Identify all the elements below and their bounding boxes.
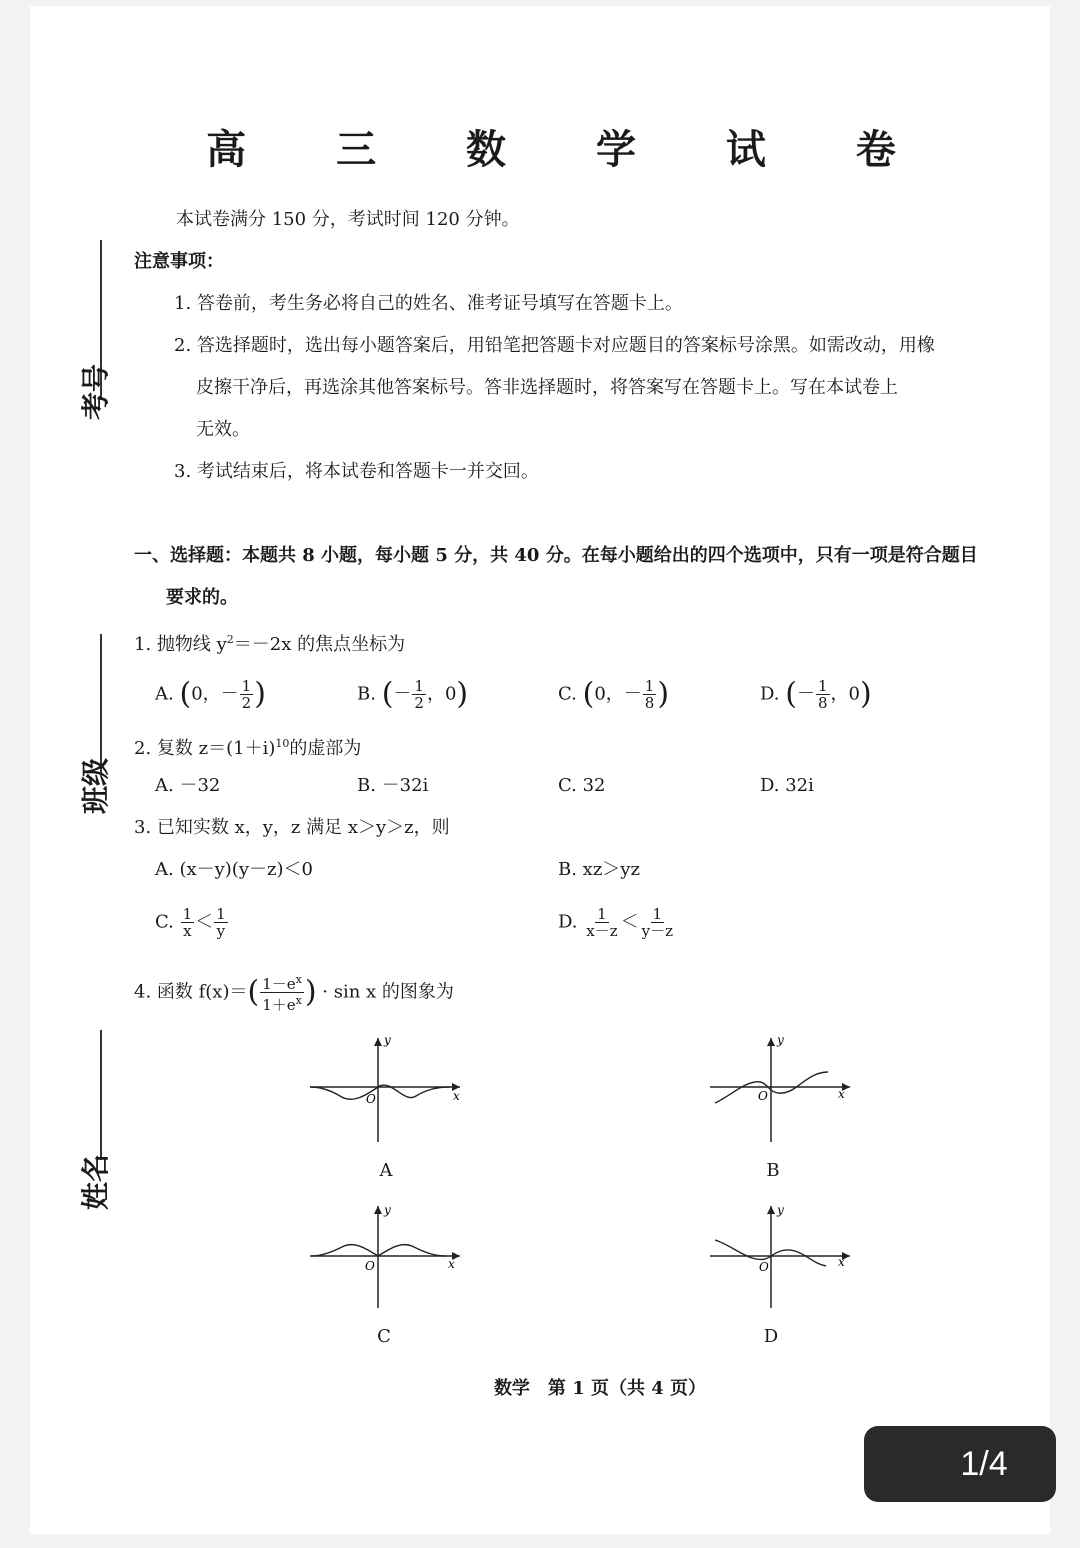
- q1-stem-suffix: ＝－2x 的焦点坐标为: [233, 634, 406, 655]
- graph-b-label: B: [766, 1160, 780, 1181]
- q1-a-label: A.: [155, 683, 174, 705]
- name-label: 姓名: [79, 1153, 113, 1211]
- class-line: [100, 634, 102, 774]
- q3-c-n1: 1: [182, 905, 193, 923]
- q2-option-b: B. －32i: [357, 775, 429, 796]
- q1-c-den: 8: [644, 694, 655, 712]
- exam-title: 高 三 数 学 试 卷: [206, 126, 934, 173]
- q3-d-frac-1: [584, 906, 619, 939]
- q1-c-label: C.: [558, 683, 577, 705]
- q4-num: [260, 972, 304, 993]
- q1-b-num: 1: [414, 677, 424, 695]
- q1-d-post: ，0: [830, 683, 860, 705]
- question-2-stem: [134, 732, 361, 761]
- section-heading-cont: 要求的。: [166, 587, 238, 608]
- q1-b-frac: [412, 678, 426, 711]
- q1-b-label: B.: [357, 683, 376, 705]
- q1-b-pre: －: [393, 683, 412, 705]
- q4-stem-prefix: 4. 函数 f(x)＝: [134, 981, 248, 1003]
- q1-d-label: D.: [760, 683, 780, 705]
- q3-d-n2: 1: [652, 905, 663, 923]
- question-3-stem: 3. 已知实数 x，y，z 满足 x＞y＞z，则: [134, 817, 450, 838]
- q2-option-d: D. 32i: [760, 775, 814, 796]
- q1-d-den: 8: [817, 694, 828, 712]
- q3-d-frac-2: [640, 906, 675, 939]
- q3-c-n2: 1: [216, 905, 226, 923]
- q3-option-c: [155, 906, 229, 939]
- q3-d-d2: y－z: [641, 922, 674, 940]
- notice-2-cont: 皮擦干净后，再选涂其他答案标号。答非选择题时，将答案写在答题卡上。写在本试卷上: [196, 377, 898, 398]
- q3-c-d2: y: [216, 922, 226, 940]
- graph-c-label: C: [377, 1326, 391, 1347]
- q1-d-frac: [816, 678, 830, 711]
- exam-intro: 本试卷满分 150 分，考试时间 120 分钟。: [176, 209, 520, 230]
- q3-d-n1: 1: [597, 905, 607, 923]
- q2-option-a: A. －32: [155, 775, 221, 796]
- graph-a-y-label: y: [384, 1033, 391, 1047]
- q1-d-num: 1: [817, 677, 828, 695]
- q3-c-d1: x: [183, 922, 192, 940]
- page-footer: 数学 第 1 页（共 4 页）: [493, 1378, 707, 1399]
- q3-d-op: ＜: [620, 911, 639, 933]
- q1-option-b: B. (－ $\frac{1}{2}$ ，0): [357, 676, 469, 712]
- q3-d-label: D.: [558, 911, 578, 933]
- q1-c-num: 1: [644, 677, 655, 695]
- notice-2-end: 无效。: [196, 419, 250, 440]
- graph-b-y-label: y: [777, 1033, 784, 1047]
- graph-a-label: A: [379, 1160, 393, 1181]
- q1-d-pre: －: [796, 683, 815, 705]
- exam-no-label: 考号: [79, 363, 113, 421]
- graph-c-y-label: y: [384, 1203, 391, 1217]
- q4-stem-suffix: · sin x 的图象为: [322, 981, 454, 1003]
- q4-frac: [260, 972, 304, 1013]
- graph-d-y-label: y: [777, 1203, 784, 1217]
- q3-c-frac-2: [214, 906, 228, 939]
- q3-d-d1: x－z: [586, 922, 618, 940]
- q2-option-c: C. 32: [558, 775, 606, 796]
- class-label: 班级: [79, 757, 113, 815]
- q4-num-sup: x: [295, 973, 302, 986]
- q1-stem-sup: 2: [226, 633, 234, 646]
- graph-b: [700, 1030, 870, 1150]
- graph-a: [300, 1030, 470, 1150]
- graph-c-x-label: x: [448, 1257, 455, 1271]
- question-4-stem: 4. 函数 f(x)＝( $\frac{1-e^x}{1+e^x}$ ) · sin x 的图象为: [134, 973, 454, 1014]
- page-indicator-text: 1/4: [960, 1444, 1008, 1483]
- name-line: [100, 1030, 102, 1160]
- notice-3: 3. 考试结束后，将本试卷和答题卡一并交回。: [174, 461, 539, 482]
- page-indicator: [864, 1426, 1056, 1502]
- q3-c-op: ＜: [195, 911, 214, 933]
- graph-d-label: D: [763, 1326, 779, 1347]
- q1-c-pre: 0，－: [594, 683, 642, 705]
- q3-c-label: C.: [155, 911, 174, 933]
- q1-b-post: ，0: [426, 683, 457, 705]
- q1-c-frac: [643, 678, 657, 711]
- q1-b-den: 2: [414, 694, 424, 712]
- q4-den: [260, 993, 304, 1013]
- exam-page: [30, 6, 1050, 1534]
- q1-option-a: A. (0，－ $\frac{1}{2}$ ): [155, 676, 266, 712]
- q2-stem-prefix: 2. 复数 z＝(1＋i): [134, 738, 276, 759]
- graph-d-origin: O: [759, 1260, 769, 1274]
- notice-2: 2. 答选择题时，选出每小题答案后，用铅笔把答题卡对应题目的答案标号涂黑。如需改动，用橡: [174, 335, 935, 356]
- q3-option-a: A. (x－y)(y－z)＜0: [155, 859, 313, 880]
- q1-a-num: 1: [241, 677, 252, 695]
- graph-c: [300, 1200, 470, 1320]
- graph-b-x-label: x: [838, 1087, 845, 1101]
- question-1-stem: [134, 628, 405, 657]
- notice-1: 1. 答卷前，考生务必将自己的姓名、准考证号填写在答题卡上。: [174, 293, 683, 314]
- q3-option-d: [558, 906, 676, 939]
- q4-den-sup: x: [295, 994, 302, 1007]
- q4-num-text: 1－e: [262, 975, 296, 993]
- graph-d-x-label: x: [838, 1255, 845, 1269]
- q2-stem-suffix: 的虚部为: [289, 738, 362, 759]
- q1-stem-prefix: 1. 抛物线 y: [134, 634, 227, 655]
- q4-den-text: 1＋e: [262, 996, 296, 1014]
- graph-b-origin: O: [758, 1089, 768, 1103]
- q1-a-pre: 0，－: [191, 683, 239, 705]
- notice-heading: 注意事项：: [134, 251, 224, 272]
- graph-a-origin: O: [366, 1092, 376, 1106]
- graph-a-x-label: x: [453, 1089, 460, 1103]
- q3-c-frac-1: [181, 906, 195, 939]
- q1-option-c: C. (0，－ $\frac{1}{8}$ ): [558, 676, 670, 712]
- q3-option-b: B. xz＞yz: [558, 859, 640, 880]
- q2-stem-sup: 10: [275, 737, 290, 750]
- section-heading: 一、选择题：本题共 8 小题，每小题 5 分，共 40 分。在每小题给出的四个选项中，只有一项是符合题目: [134, 545, 978, 566]
- q1-a-den: 2: [241, 694, 252, 712]
- graph-c-origin: O: [365, 1259, 375, 1273]
- graph-d: [700, 1200, 870, 1320]
- q1-option-d: D. (－ $\frac{1}{8}$ ，0): [760, 676, 872, 712]
- q1-a-frac: [240, 678, 254, 711]
